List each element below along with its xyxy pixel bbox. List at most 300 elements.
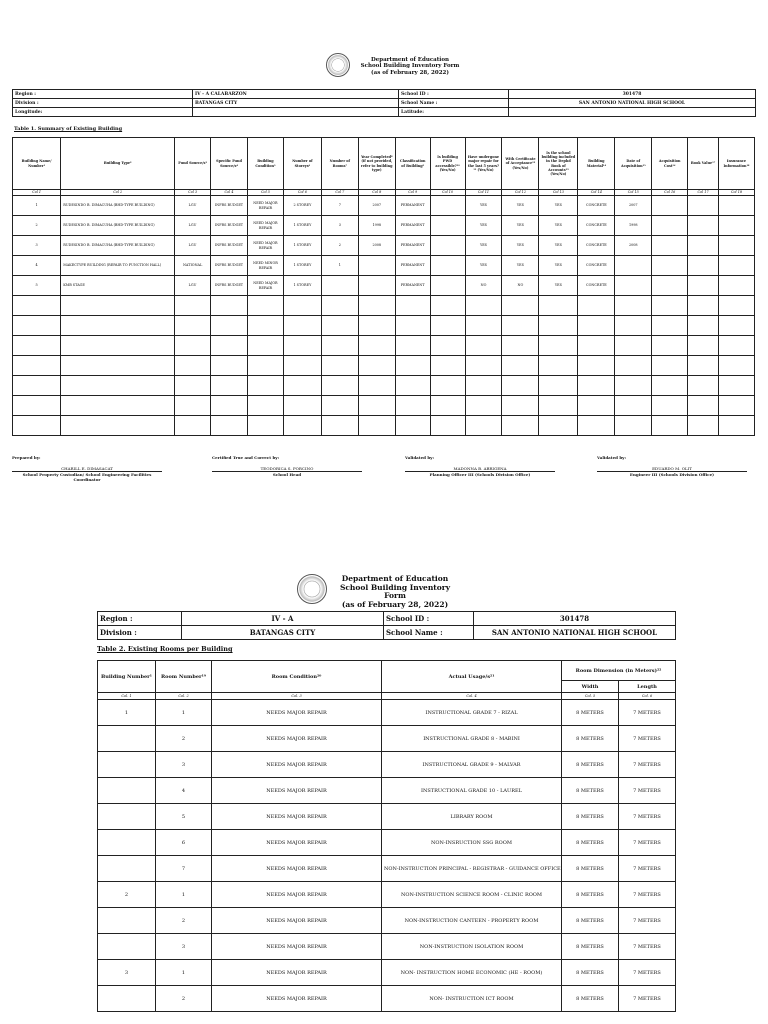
t2-col-number: Col. 2 — [156, 693, 212, 700]
table-row — [98, 778, 676, 804]
signatory-name: EDUARDO M. OLIT — [597, 466, 747, 472]
t1-cell — [321, 396, 358, 416]
region-label: Region : — [13, 90, 193, 99]
t1-cell — [61, 316, 175, 336]
t2-cell: NEEDS MAJOR REPAIR — [212, 830, 382, 856]
t2-cell: 2 — [156, 908, 212, 934]
empty-table-row — [13, 396, 755, 416]
t1-cell — [688, 396, 719, 416]
t1-cell — [358, 396, 395, 416]
t1-cell — [283, 396, 321, 416]
t1-cell: LGU — [175, 276, 211, 296]
t1-cell — [13, 316, 61, 336]
t2-cell — [98, 908, 156, 934]
t1-cell: CONCRETE — [578, 216, 615, 236]
t1-header-col-1: Building Name/ Number¹ — [13, 138, 61, 190]
t1-cell — [395, 396, 430, 416]
t1-cell: NEED MAJOR REPAIR — [247, 216, 283, 236]
t1-cell — [430, 416, 465, 436]
t2-cell: NON-INSTRUCTION CANTEEN - PROPERTY ROOM — [382, 908, 562, 934]
t2-cell: 8 METERS — [562, 726, 619, 752]
t1-cell — [539, 416, 578, 436]
t1-cell — [321, 376, 358, 396]
table-row — [98, 700, 676, 726]
t1-cell: 1 — [321, 256, 358, 276]
t1-cell — [502, 316, 539, 336]
table-row — [98, 986, 676, 1012]
t1-cell: YES — [465, 236, 502, 256]
t1-cell: PERMANENT — [395, 196, 430, 216]
t1-cell: YES — [539, 276, 578, 296]
school-id-label: School ID : — [399, 90, 509, 99]
t1-cell — [211, 376, 248, 396]
t1-cell — [430, 336, 465, 356]
table-row — [13, 256, 755, 276]
t1-cell — [615, 396, 652, 416]
t1-cell — [718, 356, 754, 376]
t2-cell: NON-INSTRUCTION PRINCIPAL - REGISTRAR - GUIDANCE OFFICE — [382, 856, 562, 882]
t2-cell: NEEDS MAJOR REPAIR — [212, 700, 382, 726]
t1-cell — [465, 376, 502, 396]
t1-cell: PERMANENT — [395, 256, 430, 276]
t1-header-col-6: Number of Storeys⁶ — [283, 138, 321, 190]
t1-cell — [688, 356, 719, 376]
t1-cell — [430, 216, 465, 236]
t1-cell — [652, 376, 688, 396]
t1-header-col-15: Date of Acquisition¹⁵ — [615, 138, 652, 190]
t1-header-col-5: Building Condition⁵ — [247, 138, 283, 190]
division-value-p2: BATANGAS CITY — [182, 626, 384, 640]
t2-cell: NEEDS MAJOR REPAIR — [212, 856, 382, 882]
t1-cell — [688, 416, 719, 436]
t1-col-number: Col 5 — [247, 190, 283, 196]
t2-cell: NEEDS MAJOR REPAIR — [212, 804, 382, 830]
signatory-title: Engineer III (Schools Division Office) — [629, 472, 715, 477]
header2-department: Department of Education — [341, 574, 449, 583]
t1-header-col-18: Insurance Information¹⁸ — [718, 138, 754, 190]
t1-cell — [718, 396, 754, 416]
latitude-value — [509, 108, 756, 117]
deped-seal-icon-page2 — [297, 574, 327, 604]
t1-cell — [211, 316, 248, 336]
t1-cell — [395, 356, 430, 376]
t2-cell: 7 METERS — [619, 986, 676, 1012]
signatory-role: Prepared by: — [12, 455, 41, 460]
empty-table-row — [13, 416, 755, 436]
t1-cell: PERMANENT — [395, 236, 430, 256]
t1-cell — [13, 356, 61, 376]
table-row — [13, 276, 755, 296]
t1-cell — [652, 416, 688, 436]
t2-cell — [98, 778, 156, 804]
t2-cell: NEEDS MAJOR REPAIR — [212, 934, 382, 960]
signatory-4 — [597, 455, 747, 477]
table-row — [98, 882, 676, 908]
t1-cell: 2 STOREY — [283, 196, 321, 216]
t1-col-number: Col 2 — [61, 190, 175, 196]
t1-cell — [615, 256, 652, 276]
t2-cell: INSTRUCTIONAL GRADE 10 - LAUREL — [382, 778, 562, 804]
t1-cell: 3 — [321, 216, 358, 236]
t1-cell — [578, 396, 615, 416]
t1-cell — [615, 276, 652, 296]
t1-cell — [13, 416, 61, 436]
empty-table-row — [13, 316, 755, 336]
t1-cell: 2008 — [358, 236, 395, 256]
t2-cell: NON-INSTRUCTION ISOLATION ROOM — [382, 934, 562, 960]
t1-cell: INFRS BUDGET — [211, 236, 248, 256]
t1-cell — [615, 376, 652, 396]
t2-cell: 7 METERS — [619, 908, 676, 934]
table-row — [13, 236, 755, 256]
t2-cell: 1 — [156, 882, 212, 908]
school-id-value-p2: 301478 — [474, 612, 676, 626]
t1-cell — [247, 336, 283, 356]
t2-cell — [98, 934, 156, 960]
t1-cell: 7 — [321, 196, 358, 216]
t1-cell — [615, 416, 652, 436]
t2-cell: 7 METERS — [619, 752, 676, 778]
signatory-2 — [212, 455, 362, 477]
t2-cell: 8 METERS — [562, 752, 619, 778]
t1-cell: PERMANENT — [395, 276, 430, 296]
t1-cell: YES — [465, 196, 502, 216]
t1-cell — [430, 356, 465, 376]
t2-cell — [98, 986, 156, 1012]
t1-col-number: Col 1 — [13, 190, 61, 196]
t2-cell: 8 METERS — [562, 778, 619, 804]
t1-cell — [321, 356, 358, 376]
t2-col-number: Col. 3 — [212, 693, 382, 700]
signatories-block — [12, 455, 755, 491]
t1-cell: 3 — [13, 236, 61, 256]
t1-cell — [358, 276, 395, 296]
t1-cell: PERMANENT — [395, 216, 430, 236]
t1-cell — [247, 376, 283, 396]
t1-cell — [688, 196, 719, 216]
table-row — [98, 856, 676, 882]
t1-header-col-2: Building Type² — [61, 138, 175, 190]
t1-cell — [688, 376, 719, 396]
t2-cell: 8 METERS — [562, 804, 619, 830]
t1-cell: CONCRETE — [578, 196, 615, 216]
signatory-1 — [12, 455, 162, 482]
region-label-p2: Region : — [98, 612, 182, 626]
t1-cell: 1 — [13, 196, 61, 216]
t1-cell — [652, 196, 688, 216]
t1-cell — [395, 416, 430, 436]
t1-col-number: Col 16 — [652, 190, 688, 196]
t1-cell — [652, 396, 688, 416]
t1-cell: INFRS BUDGET — [211, 196, 248, 216]
t1-cell — [615, 296, 652, 316]
t2-cell: 8 METERS — [562, 700, 619, 726]
t1-cell — [395, 336, 430, 356]
t1-cell — [652, 356, 688, 376]
t1-cell: NEED MINOR REPAIR — [247, 256, 283, 276]
t1-cell: NO — [465, 276, 502, 296]
t1-cell — [718, 196, 754, 216]
signatory-title: Planning Officer III (Schools Division Office) — [429, 472, 531, 477]
t1-cell — [358, 296, 395, 316]
t1-cell — [465, 316, 502, 336]
table-row — [98, 830, 676, 856]
t2-cell: NEEDS MAJOR REPAIR — [212, 908, 382, 934]
header2-date: (as of February 28, 2022) — [341, 599, 449, 609]
t1-cell: NO — [502, 276, 539, 296]
t1-cell: YES — [502, 236, 539, 256]
t2-cell: 3 — [156, 752, 212, 778]
t1-cell — [247, 396, 283, 416]
t1-cell — [175, 356, 211, 376]
t2-col-number: Col. 6 — [619, 693, 676, 700]
t1-cell — [283, 416, 321, 436]
t1-cell: RUDESINDO B. DIMACUHA (BHD-TYPE BUILDING) — [61, 216, 175, 236]
header-form-title: School Building Inventory Form — [360, 63, 460, 70]
t1-cell: 2008 — [615, 236, 652, 256]
t1-cell — [175, 376, 211, 396]
t2-cell: 7 METERS — [619, 934, 676, 960]
t1-cell — [13, 376, 61, 396]
t2-cell: 2 — [156, 986, 212, 1012]
t2-cell: 7 METERS — [619, 778, 676, 804]
t1-cell — [283, 356, 321, 376]
division-label-p2: Division : — [98, 626, 182, 640]
t1-cell — [652, 256, 688, 276]
t2-cell: NON-INSRUCTION SSG ROOM — [382, 830, 562, 856]
longitude-value — [193, 108, 399, 117]
t2-cell: 8 METERS — [562, 830, 619, 856]
t1-cell — [61, 296, 175, 316]
t1-cell: 1 STOREY — [283, 276, 321, 296]
t1-header-col-13: Is the school building included in the Dephd Book of Accounts¹³ (Yes/No) — [539, 138, 578, 190]
t1-cell — [465, 296, 502, 316]
t1-cell: NATIONAL — [175, 256, 211, 276]
t1-cell — [211, 416, 248, 436]
t1-col-number: Col 7 — [321, 190, 358, 196]
t2-cell: NEEDS MAJOR REPAIR — [212, 882, 382, 908]
t1-cell: NEED MAJOR REPAIR — [247, 236, 283, 256]
t1-cell — [175, 396, 211, 416]
t1-cell — [430, 196, 465, 216]
table1-caption: Table 1. Summary of Existing Building — [14, 126, 123, 132]
t1-cell: NEED MAJOR REPAIR — [247, 276, 283, 296]
t1-cell — [430, 256, 465, 276]
t1-cell — [358, 376, 395, 396]
school-name-value-p2: SAN ANTONIO NATIONAL HIGH SCHOOL — [474, 626, 676, 640]
t1-cell — [211, 396, 248, 416]
t1-cell — [578, 376, 615, 396]
t1-cell — [578, 296, 615, 316]
t1-cell — [175, 416, 211, 436]
t1-cell: YES — [502, 216, 539, 236]
t1-cell — [430, 316, 465, 336]
t2-cell: INSTRUCTIONAL GRADE 8 - MABINI — [382, 726, 562, 752]
t2-cell: 7 METERS — [619, 726, 676, 752]
t1-cell: 2007 — [615, 196, 652, 216]
t1-cell — [502, 376, 539, 396]
t1-cell: CONCRETE — [578, 256, 615, 276]
t1-cell — [430, 276, 465, 296]
t1-cell: YES — [502, 196, 539, 216]
t1-cell — [688, 336, 719, 356]
t2-cell: NEEDS MAJOR REPAIR — [212, 726, 382, 752]
t2-cell: NEEDS MAJOR REPAIR — [212, 752, 382, 778]
t2-cell: 8 METERS — [562, 882, 619, 908]
t1-cell — [321, 416, 358, 436]
t1-cell — [539, 396, 578, 416]
form-header-page2 — [330, 575, 460, 610]
t1-cell — [395, 316, 430, 336]
table-row — [98, 752, 676, 778]
t1-cell — [13, 296, 61, 316]
t1-header-col-4: Specific Fund Source/s⁴ — [211, 138, 248, 190]
t1-cell — [321, 336, 358, 356]
t1-cell — [358, 256, 395, 276]
longitude-label: Longitude: — [13, 108, 193, 117]
t1-cell — [321, 316, 358, 336]
t1-cell: RUDESINDO B. DIMACUHA (BHD-TYPE BUILDING) — [61, 236, 175, 256]
t1-col-number: Col 3 — [175, 190, 211, 196]
t1-cell: YES — [539, 256, 578, 276]
t1-cell: 1998 — [358, 216, 395, 236]
t1-col-number: Col 15 — [615, 190, 652, 196]
t1-cell — [652, 336, 688, 356]
signatory-title: School Head — [272, 472, 302, 477]
t2-cell: 7 METERS — [619, 804, 676, 830]
t1-cell — [578, 336, 615, 356]
t1-cell — [578, 416, 615, 436]
t1-cell: 1 STOREY — [283, 216, 321, 236]
t1-cell — [688, 216, 719, 236]
t2-col-number: Col. 4 — [382, 693, 562, 700]
t1-cell — [652, 276, 688, 296]
t1-header-col-12: With Certificate of Acceptance¹² (Yes/No) — [502, 138, 539, 190]
t2-cell: NEEDS MAJOR REPAIR — [212, 986, 382, 1012]
t1-col-number: Col 4 — [211, 190, 248, 196]
t1-cell — [615, 356, 652, 376]
t1-cell — [688, 236, 719, 256]
t2-cell: 6 — [156, 830, 212, 856]
t2-header-room-condition: Room Condition²⁰ — [212, 661, 382, 693]
t2-cell: NON-INSTRUCTION SCIENCE ROOM - CLINIC ROOM — [382, 882, 562, 908]
school-info-table — [12, 89, 756, 117]
empty-table-row — [13, 296, 755, 316]
empty-table-row — [13, 376, 755, 396]
t1-cell — [283, 336, 321, 356]
form-header — [330, 57, 490, 76]
t1-cell — [718, 296, 754, 316]
t1-cell — [61, 336, 175, 356]
t1-cell — [61, 416, 175, 436]
t2-cell: NEEDS MAJOR REPAIR — [212, 778, 382, 804]
t1-cell — [358, 336, 395, 356]
t1-cell — [718, 276, 754, 296]
t2-cell: 8 METERS — [562, 856, 619, 882]
table-row — [98, 726, 676, 752]
t1-cell — [211, 356, 248, 376]
t2-cell: 8 METERS — [562, 934, 619, 960]
t1-cell — [652, 296, 688, 316]
t2-cell — [98, 726, 156, 752]
t1-cell — [430, 376, 465, 396]
t1-cell — [652, 216, 688, 236]
t1-cell — [539, 296, 578, 316]
t1-cell: LGU — [175, 196, 211, 216]
t1-cell — [688, 316, 719, 336]
t2-cell: 3 — [156, 934, 212, 960]
t1-cell — [502, 396, 539, 416]
t1-cell — [539, 316, 578, 336]
t1-col-number: Col 11 — [465, 190, 502, 196]
t1-cell — [430, 236, 465, 256]
t2-cell: 7 METERS — [619, 960, 676, 986]
division-label: Division : — [13, 99, 193, 108]
t1-cell — [247, 296, 283, 316]
t1-cell — [358, 316, 395, 336]
school-id-label-p2: School ID : — [384, 612, 474, 626]
t1-cell — [358, 416, 395, 436]
t1-cell — [465, 396, 502, 416]
table-row — [13, 216, 755, 236]
signatory-name: MADONNA B. ABRIGENA — [405, 466, 555, 472]
t1-cell — [321, 276, 358, 296]
table-row — [98, 960, 676, 986]
t1-cell: CONCRETE — [578, 236, 615, 256]
t2-cell: 5 — [156, 804, 212, 830]
t1-cell — [502, 336, 539, 356]
t1-header-col-16: Acquisition Cost¹⁶ — [652, 138, 688, 190]
t1-col-number: Col 13 — [539, 190, 578, 196]
t1-cell — [430, 396, 465, 416]
t2-cell: NEEDS MAJOR REPAIR — [212, 960, 382, 986]
table-row — [13, 196, 755, 216]
signatory-role: Validated by: — [405, 455, 434, 460]
t1-col-number: Col 6 — [283, 190, 321, 196]
t2-cell — [98, 856, 156, 882]
t1-cell: YES — [539, 236, 578, 256]
t1-header-col-10: Is building PWD accessible?¹⁰ (Yes/No) — [430, 138, 465, 190]
t1-cell — [539, 356, 578, 376]
t1-cell — [395, 376, 430, 396]
t1-cell — [718, 216, 754, 236]
t2-cell: 3 — [98, 960, 156, 986]
t1-cell — [247, 316, 283, 336]
t1-cell — [321, 296, 358, 316]
table-row — [98, 908, 676, 934]
t1-cell — [578, 316, 615, 336]
t2-cell: 8 METERS — [562, 986, 619, 1012]
t2-cell: INSTRUCTIONAL GRADE 7 - RIZAL — [382, 700, 562, 726]
t1-cell — [718, 416, 754, 436]
t1-cell — [247, 356, 283, 376]
t1-col-number: Col 9 — [395, 190, 430, 196]
table-row — [98, 804, 676, 830]
t1-cell — [61, 356, 175, 376]
t1-cell: 2 — [321, 236, 358, 256]
t1-cell — [13, 396, 61, 416]
t2-cell: 1 — [156, 700, 212, 726]
t1-cell: 2 — [13, 216, 61, 236]
existing-building-table — [12, 137, 755, 436]
t2-cell: 4 — [156, 778, 212, 804]
t2-cell: 8 METERS — [562, 960, 619, 986]
school-name-label: School Name : — [399, 99, 509, 108]
t1-cell: 5 — [13, 276, 61, 296]
t1-cell: INFRS BUDGET — [211, 256, 248, 276]
t1-cell — [539, 376, 578, 396]
t2-cell: 2 — [156, 726, 212, 752]
